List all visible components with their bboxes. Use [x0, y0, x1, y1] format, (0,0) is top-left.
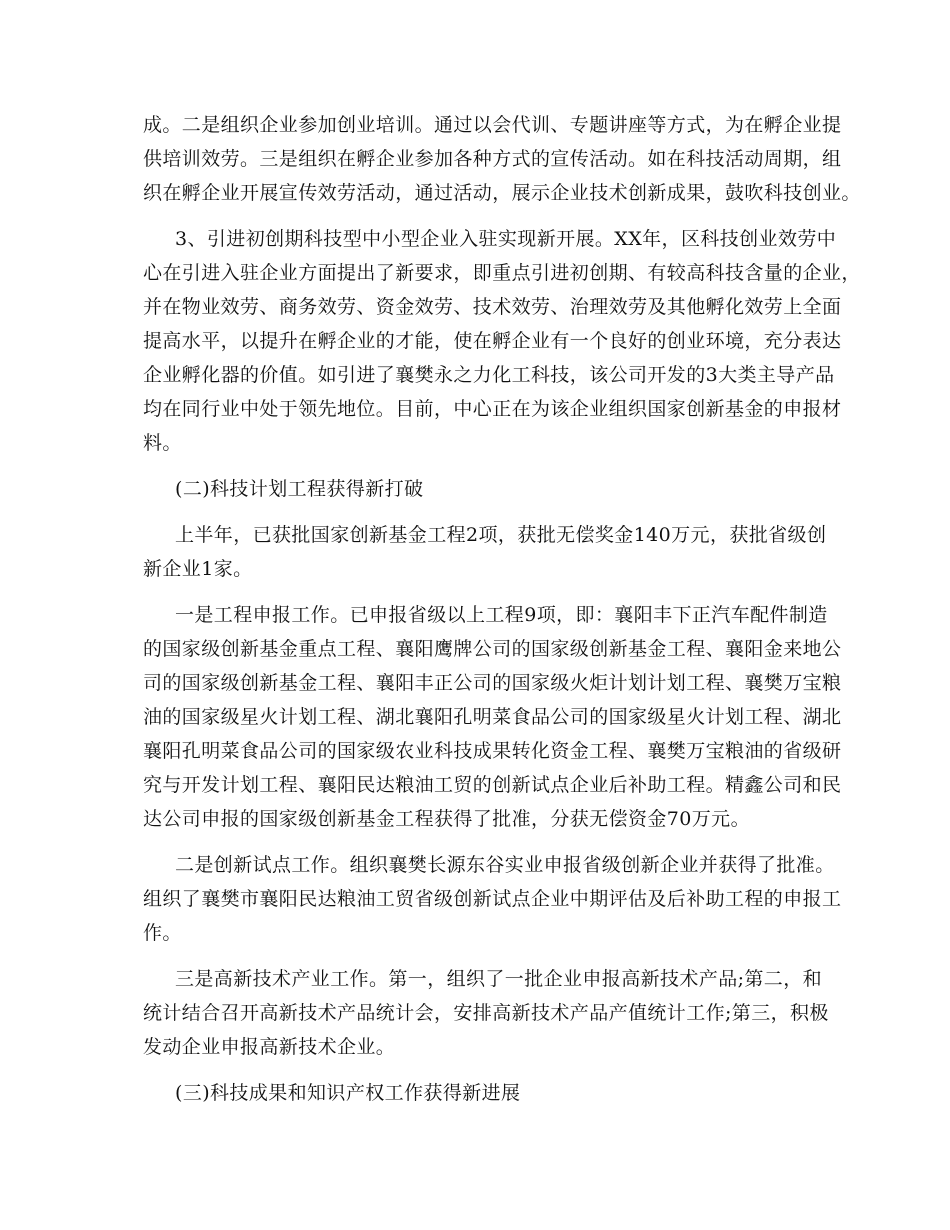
- text-line: 襄阳孔明菜食品公司的国家级农业科技成果转化资金工程、襄樊万宝粮油的省级研: [143, 740, 842, 762]
- section-heading: (二)科技计划工程获得新打破: [175, 478, 424, 500]
- text-line: 油的国家级星火计划工程、湖北襄阳孔明菜食品公司的国家级星火计划工程、湖北: [143, 706, 842, 728]
- text-line: 作。: [143, 922, 182, 944]
- text-line: 究与开发计划工程、襄阳民达粮油工贸的创新试点企业后补助工程。精鑫公司和民: [143, 774, 842, 796]
- text-line: 提高水平，以提升在孵企业的才能，使在孵企业有一个良好的创业环境，充分表达: [143, 330, 842, 352]
- text-line: 并在物业效劳、商务效劳、资金效劳、技术效劳、治理效劳及其他孵化效劳上全面: [143, 296, 842, 318]
- text-line: 织在孵企业开展宣传效劳活动，通过活动，展示企业技术创新成果，鼓吹科技创业。: [143, 182, 861, 204]
- text-line: 料。: [143, 432, 182, 454]
- text-line: 司的国家级创新基金工程、襄阳丰正公司的国家级火炬计划计划工程、襄樊万宝粮: [143, 672, 842, 694]
- text-line: 达公司申报的国家级创新基金工程获得了批准，分获无偿资金70万元。: [143, 808, 750, 830]
- paragraph-first-line: 3、引进初创期科技型中小型企业入驻实现新开展。XX年，区科技创业效劳中: [175, 228, 837, 250]
- paragraph-first-line: 二是创新试点工作。组织襄樊长源东谷实业申报省级创新企业并获得了批准。: [175, 854, 835, 876]
- text-line: 企业孵化器的价值。如引进了襄樊永之力化工科技，该公司开发的3大类主导产品: [143, 364, 835, 386]
- paragraph-first-line: 三是高新技术产业工作。第一，组织了一批企业申报高新技术产品;第二，和: [175, 968, 823, 990]
- text-line: 成。二是组织企业参加创业培训。通过以会代训、专题讲座等方式，为在孵企业提: [143, 114, 842, 136]
- text-line: 心在引进入驻企业方面提出了新要求，即重点引进初创期、有较高科技含量的企业，: [143, 262, 861, 284]
- text-line: 统计结合召开高新技术产品统计会，安排高新技术产品产值统计工作;第三，积极: [143, 1002, 829, 1024]
- text-line: 均在同行业中处于领先地位。目前，中心正在为该企业组织国家创新基金的申报材: [143, 398, 842, 420]
- paragraph-first-line: 一是工程申报工作。已申报省级以上工程9项，即：襄阳丰下正汽车配件制造: [175, 604, 828, 626]
- text-line: 新企业1家。: [143, 558, 253, 580]
- text-line: 供培训效劳。三是组织在孵企业参加各种方式的宣传活动。如在科技活动周期，组: [143, 148, 842, 170]
- section-heading: (三)科技成果和知识产权工作获得新进展: [175, 1082, 521, 1104]
- text-line: 发动企业申报高新技术企业。: [143, 1036, 396, 1058]
- text-line: 的国家级创新基金重点工程、襄阳鹰牌公司的国家级创新基金工程、襄阳金来地公: [143, 638, 842, 660]
- paragraph-first-line: 上半年，已获批国家创新基金工程2项，获批无偿奖金140万元，获批省级创: [175, 524, 827, 546]
- text-line: 组织了襄樊市襄阳民达粮油工贸省级创新试点企业中期评估及后补助工程的申报工: [143, 888, 842, 910]
